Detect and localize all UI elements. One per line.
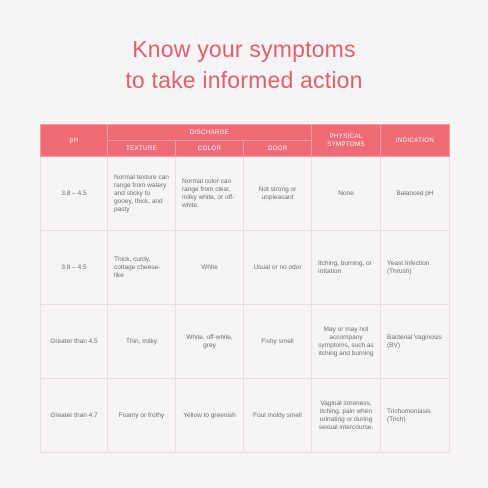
cell-odor: Not strong or unpleasant xyxy=(244,157,312,231)
header-indication: INDICATION xyxy=(381,125,450,157)
cell-texture: Thick, curdy, cottage cheese-like xyxy=(108,231,176,305)
title-line-1: Know your symptoms xyxy=(132,36,356,62)
page-title xyxy=(0,34,488,96)
cell-color: White xyxy=(176,231,244,305)
cell-color: White, off-white, grey xyxy=(176,305,244,379)
cell-indication: Trichomoniasis (Trich) xyxy=(381,379,450,453)
cell-odor: Foul moldy smell xyxy=(244,379,312,453)
cell-odor: Usual or no odor xyxy=(244,231,312,305)
cell-color: Normal color can range from clear, milky white, or off-white. xyxy=(176,157,244,231)
table-row xyxy=(41,231,450,305)
cell-odor: Fishy smell xyxy=(244,305,312,379)
cell-ph: 3.8 – 4.5 xyxy=(41,231,108,305)
cell-indication: Bacterial Vaginosis (BV) xyxy=(381,305,450,379)
cell-ph: 3.8 – 4.5 xyxy=(41,157,108,231)
cell-texture: Thin, milky xyxy=(108,305,176,379)
cell-physical-symptoms: None xyxy=(312,157,381,231)
cell-texture: Normal texture can range from watery and sticky to gooey, thick, and pasty xyxy=(108,157,176,231)
header-ph: pH xyxy=(41,125,108,157)
header-texture: TEXTURE xyxy=(108,141,176,157)
cell-indication: Yeast Infection (Thrush) xyxy=(381,231,450,305)
header-color: COLOR xyxy=(176,141,244,157)
table-header xyxy=(41,125,450,157)
header-physical-symptoms: PHYSICAL SYMPTOMS xyxy=(312,125,381,157)
header-odor: ODOR xyxy=(244,141,312,157)
cell-ph: Greater than 4.7 xyxy=(41,379,108,453)
header-discharge: DISCHARGE xyxy=(108,125,312,141)
table-body xyxy=(41,157,450,453)
cell-physical-symptoms: May or may not accompany symptoms, such as itching and burning xyxy=(312,305,381,379)
title-line-2: to take informed action xyxy=(125,67,363,93)
table-row xyxy=(41,379,450,453)
table-row xyxy=(41,305,450,379)
cell-physical-symptoms: Itching, burning, or irritation xyxy=(312,231,381,305)
cell-physical-symptoms: Vaginal soreness, itching, pain when urinating or during sexual intercourse. xyxy=(312,379,381,453)
table-row xyxy=(41,157,450,231)
cell-color: Yellow to greenish xyxy=(176,379,244,453)
cell-ph: Greater than 4.5 xyxy=(41,305,108,379)
symptoms-table xyxy=(40,124,450,453)
cell-indication: Balanced pH xyxy=(381,157,450,231)
cell-texture: Foamy or frothy xyxy=(108,379,176,453)
